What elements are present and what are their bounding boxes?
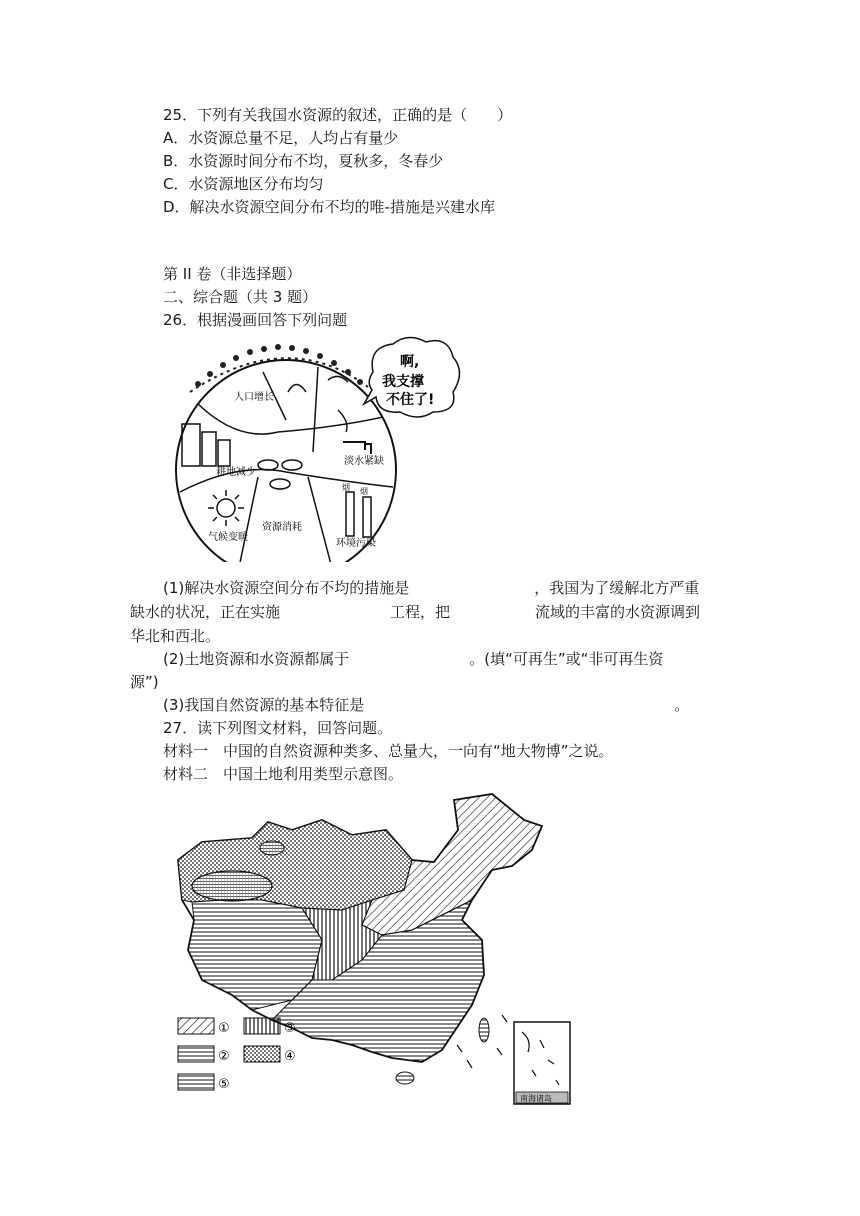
bubble-line-1: 啊, bbox=[400, 354, 420, 370]
segment-freshwater-shortage: 淡水紧缺 bbox=[344, 456, 384, 467]
q27-material1: 材料一 中国的自然资源种类多、总量大，一向有“地大物博”之说。 bbox=[163, 742, 614, 760]
q26-sub1-line3: 华北和西北。 bbox=[130, 627, 221, 645]
legend-label-5: ⑤ bbox=[218, 1077, 230, 1092]
q27-stem: 27．读下列图文材料，回答问题。 bbox=[163, 719, 393, 737]
south-china-sea-inset-label: 南海诸岛 bbox=[520, 1094, 552, 1103]
china-land-use-map bbox=[172, 790, 582, 1110]
bubble-line-2: 我支撑 bbox=[382, 374, 424, 390]
q27-material2: 材料二 中国土地利用类型示意图。 bbox=[163, 765, 404, 783]
q25-option-a: A．水资源总量不足，人均占有量少 bbox=[163, 129, 399, 147]
legend-label-4: ④ bbox=[284, 1049, 296, 1064]
map-legend bbox=[178, 1018, 296, 1092]
part-heading: 二、综合题（共 3 题） bbox=[163, 288, 318, 306]
q25-option-b: B．水资源时间分布不均，夏秋多，冬春少 bbox=[163, 152, 444, 170]
resource-cartoon bbox=[168, 332, 468, 562]
segment-resource-consumption: 资源消耗 bbox=[262, 522, 302, 533]
q26-sub1-line2: 缺水的状况，正在实施 工程，把 流域的丰富的水资源调到 bbox=[130, 603, 701, 621]
volume-heading: 第 II 卷（非选择题） bbox=[163, 265, 302, 283]
segment-climate-warming: 气候变暖 bbox=[208, 532, 248, 543]
legend-label-3: ③ bbox=[284, 1021, 296, 1036]
q26-sub1-line1: (1)解决水资源空间分布不均的措施是 ，我国为了缓解北方严重 bbox=[163, 579, 700, 597]
q26-stem: 26．根据漫画回答下列问题 bbox=[163, 311, 348, 329]
q25-stem: 25．下列有关我国水资源的叙述，正确的是（ ） bbox=[163, 106, 513, 124]
q26-sub2-line2: 源”) bbox=[130, 673, 159, 691]
q25-option-c: C．水资源地区分布均匀 bbox=[163, 175, 324, 193]
q26-sub2-line1: (2)土地资源和水资源都属于 。(填“可再生”或“非可再生资 bbox=[163, 650, 664, 668]
q25-option-d: D．解决水资源空间分布不均的唯-措施是兴建水库 bbox=[163, 198, 495, 216]
chimney-smoke-text-2: 烟 bbox=[360, 487, 368, 496]
segment-farmland-decrease: 耕地减少 bbox=[216, 467, 256, 478]
q26-sub3: (3)我国自然资源的基本特征是 。 bbox=[163, 696, 690, 714]
legend-label-2: ② bbox=[218, 1049, 230, 1064]
legend-label-1: ① bbox=[218, 1021, 230, 1036]
chimney-smoke-text-1: 烟 bbox=[342, 483, 350, 492]
bubble-line-3: 不住了! bbox=[386, 392, 435, 408]
segment-environment-pollution: 环境污染 bbox=[336, 538, 376, 549]
segment-population-growth: 人口增长 bbox=[234, 392, 274, 403]
